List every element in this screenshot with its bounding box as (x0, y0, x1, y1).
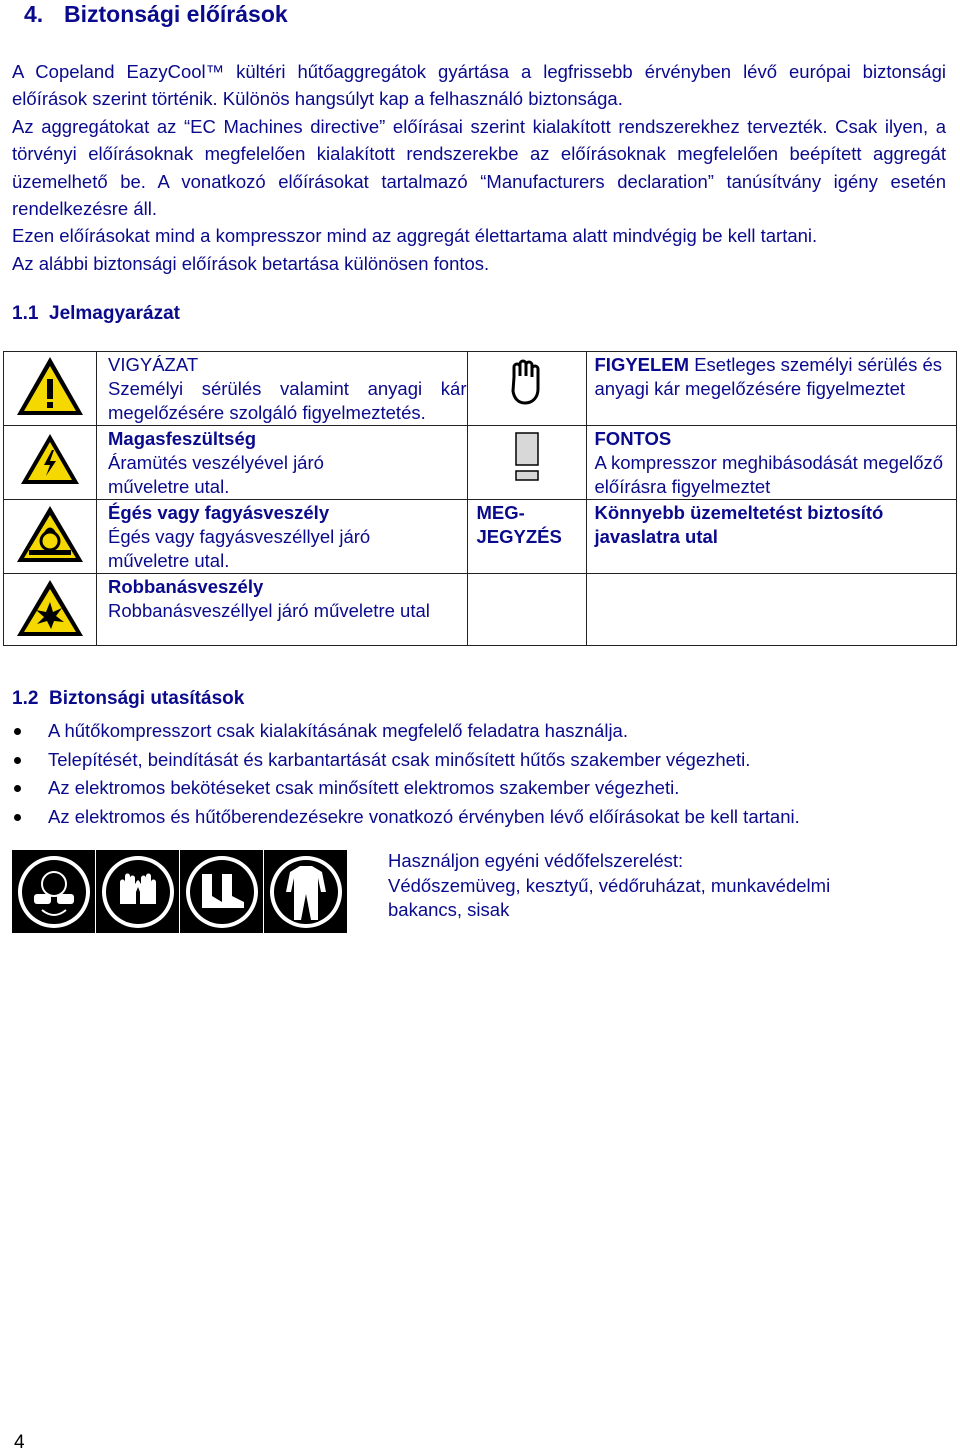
legend-symbol-cell (467, 574, 586, 646)
legend-entry-title: Robbanásveszély (108, 576, 264, 597)
legend-table (3, 351, 957, 646)
ppe-icons (12, 850, 347, 933)
list-item: Az elektromos bekötéseket csak minősített elektromos szakember végezheti. (12, 774, 942, 803)
note-label-line-1: MEG- (476, 502, 525, 523)
explosion-icon (4, 578, 96, 638)
legend-symbol-cell (467, 426, 586, 500)
section-number: 4. (24, 1, 44, 27)
legend-entry-text: Esetleges személyi sérülés és anyagi kár megelőzésére figyelmeztet (594, 354, 943, 399)
section-title: Biztonsági előírások (64, 1, 288, 27)
legend-entry-title: Magasfeszültség (108, 428, 257, 449)
legend-entry-text: A kompresszor meghibásodását megelőző előírásra figyelmeztet (594, 452, 944, 497)
ppe-line-2: Védőszemüveg, kesztyű, védőruházat, munkavédelmi (388, 874, 831, 896)
ppe-instructions (388, 849, 830, 923)
legend-entry-high-voltage (97, 426, 468, 500)
legend-icon-cell (4, 352, 97, 426)
legend-entry-explosion (97, 574, 468, 646)
safety-number: 1.2 (12, 688, 39, 709)
note-label-line-2: JEGYZÉS (476, 526, 562, 547)
safety-rules-list (12, 717, 942, 831)
legend-title: Jelmagyarázat (49, 303, 180, 324)
high-voltage-icon (4, 432, 96, 486)
intro-paragraph-2: Az aggregátokat az “EC Machines directive” előírásai szerint kialakított rendszerekhez tervezték. Csak ilyen, a törvényi előírásoknak megfelelően kialakított rendszerekbe az előírásoknak megfelelően beépített aggregát üzemelhető be. A vonatkozó előírásokat tartalmazó “Manufacturers declaration” tanúsítvány igény esetén rendelkezésre áll. (12, 115, 946, 220)
burn-freeze-icon (4, 504, 96, 564)
intro-paragraph-3: Ezen előírásokat mind a kompresszor mind az aggregát élettartama alatt mindvégig be kell tartani. (12, 225, 818, 247)
legend-entry-text: Személyi sérülés valamint anyagi kár megelőzésére szolgáló figyelmeztetés. (108, 378, 467, 423)
ppe-line-1: Használjon egyéni védőfelszerelést: (388, 850, 684, 871)
legend-entry-note (586, 500, 957, 574)
safety-title: Biztonsági utasítások (49, 688, 245, 709)
legend-entry-text: Áramütés veszélyével járó műveletre utal. (108, 452, 324, 497)
intro-paragraph-1: A Copeland EazyCool™ kültéri hűtőaggregátok gyártása a legfrissebb érvényben lévő európai biztonsági előírások szerint történik. Különös hangsúlyt kap a felhasználó biztonsága. (12, 61, 946, 110)
legend-symbol-cell (467, 352, 586, 426)
legend-heading (12, 303, 180, 325)
legend-entry-caution (97, 352, 468, 426)
list-item: A hűtőkompresszort csak kialakításának megfelelő feladatra használja. (12, 717, 942, 746)
legend-entry-title: Könnyebb üzemeltetést biztosító javaslatra utal (594, 502, 884, 547)
legend-entry-burn-freeze (97, 500, 468, 574)
intro-text (12, 58, 946, 277)
goggles-icon (12, 850, 95, 933)
protective-suit-icon (264, 850, 347, 933)
legend-empty-cell (586, 574, 957, 646)
legend-entry-title: Égés vagy fagyásveszély (108, 502, 330, 523)
safety-boots-icon (180, 850, 263, 933)
page-number: 4 (14, 1432, 25, 1453)
list-item: Az elektromos és hűtőberendezésekre vonatkozó érvényben lévő előírásokat be kell tartani. (12, 803, 942, 832)
legend-entry-title: FIGYELEM (594, 354, 690, 375)
legend-symbol-cell (467, 500, 586, 574)
legend-entry-important (586, 426, 957, 500)
legend-icon-cell (4, 426, 97, 500)
legend-entry-text: Robbanásveszéllyel járó műveletre utal (108, 600, 430, 621)
legend-entry-attention (586, 352, 957, 426)
intro-paragraph-4: Az alábbi biztonsági előírások betartása különösen fontos. (12, 252, 490, 274)
legend-number: 1.1 (12, 303, 39, 324)
ppe-line-3: bakancs, sisak (388, 899, 510, 920)
stop-hand-icon (468, 359, 586, 405)
legend-icon-cell (4, 574, 97, 646)
legend-entry-title: VIGYÁZAT (108, 354, 199, 375)
legend-icon-cell (4, 500, 97, 574)
legend-entry-title: FONTOS (594, 428, 672, 449)
page-title (24, 1, 288, 28)
general-warning-icon (4, 355, 96, 417)
safety-heading (12, 688, 244, 710)
list-item: Telepítését, beindítását és karbantartását csak minősített hűtős szakember végezheti. (12, 746, 942, 775)
legend-entry-text: Égés vagy fagyásveszéllyel járó műveletre utal. (108, 526, 371, 571)
exclamation-icon (468, 431, 586, 481)
gloves-icon (96, 850, 179, 933)
